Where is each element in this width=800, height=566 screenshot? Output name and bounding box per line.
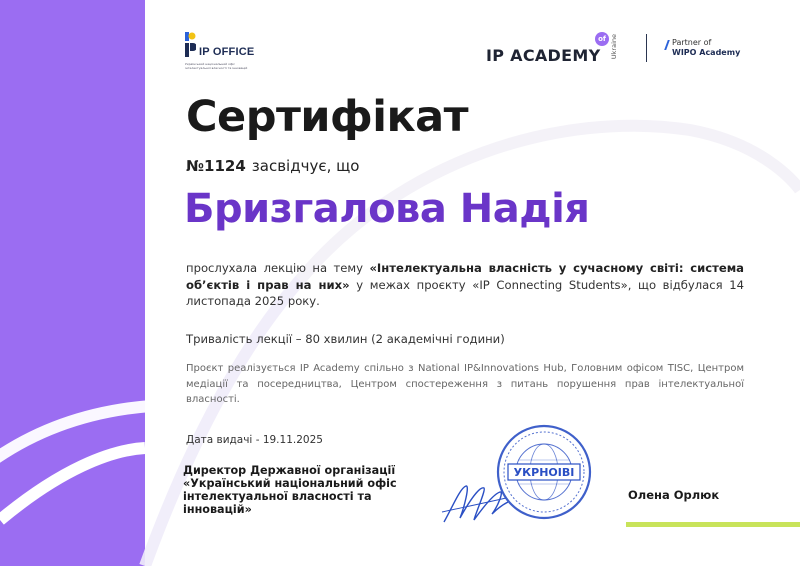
lecture-topic: «Інтелектуальна власність у сучасному світі: система об’єктів і прав на них» bbox=[186, 261, 744, 292]
official-stamp bbox=[484, 422, 604, 522]
certificate-title: Сертифікат bbox=[186, 92, 469, 142]
certificate-number-line bbox=[186, 157, 359, 175]
project-name: «IP Connecting Students», bbox=[472, 277, 632, 292]
issue-date: Дата видачі - 19.11.2025 bbox=[186, 434, 323, 446]
body-prefix: прослухала лекцію на тему bbox=[186, 261, 364, 275]
body-mid: у межах проєкту bbox=[356, 277, 466, 292]
ip-office-fine-print: Український національний офіс інтелектуальної власності та інновацій bbox=[185, 62, 248, 70]
ip-academy-logo bbox=[486, 30, 626, 70]
stamp-text: УКРНОІВІ bbox=[513, 466, 575, 479]
wipo-slash-icon bbox=[664, 40, 670, 50]
director-title: Директор Державної організації «Український національний офіс інтелектуальної власності та інновацій» bbox=[183, 464, 397, 516]
project-note: Проєкт реалізується IP Academy спільно з National IP&Innovations Hub, Головним офісом TISC, Центром медіації та посередництва, Центром спостереження з питань порушення прав інтелектуальної власності. bbox=[186, 363, 744, 405]
partner-line1: Partner of bbox=[672, 38, 712, 47]
recipient-name: Бризгалова Надія bbox=[184, 186, 590, 232]
certificate-number: №1124 bbox=[186, 157, 246, 175]
ip-office-logo bbox=[185, 32, 255, 70]
wipo-partner-logo bbox=[672, 38, 740, 58]
lecture-duration: Тривалість лекції – 80 хвилин (2 академічні години) bbox=[186, 332, 505, 346]
body-suffix: що відбулася 14 листопада 2025 року. bbox=[186, 277, 745, 308]
logo-divider bbox=[646, 34, 647, 62]
ip-academy-title: IP ACADEMY bbox=[486, 46, 601, 65]
ip-academy-country: Ukraine bbox=[610, 34, 618, 60]
purple-sidebar bbox=[0, 0, 145, 566]
partner-line2: WIPO Academy bbox=[672, 48, 741, 57]
lecture-description bbox=[186, 260, 744, 310]
ip-academy-of-badge: of bbox=[595, 32, 609, 46]
signer-name: Олена Орлюк bbox=[628, 488, 720, 502]
ip-office-label: IP OFFICE bbox=[199, 46, 255, 58]
ip-office-mark-icon bbox=[185, 32, 196, 58]
attests-text: засвідчує, що bbox=[251, 157, 360, 175]
signature-underline bbox=[626, 522, 800, 527]
